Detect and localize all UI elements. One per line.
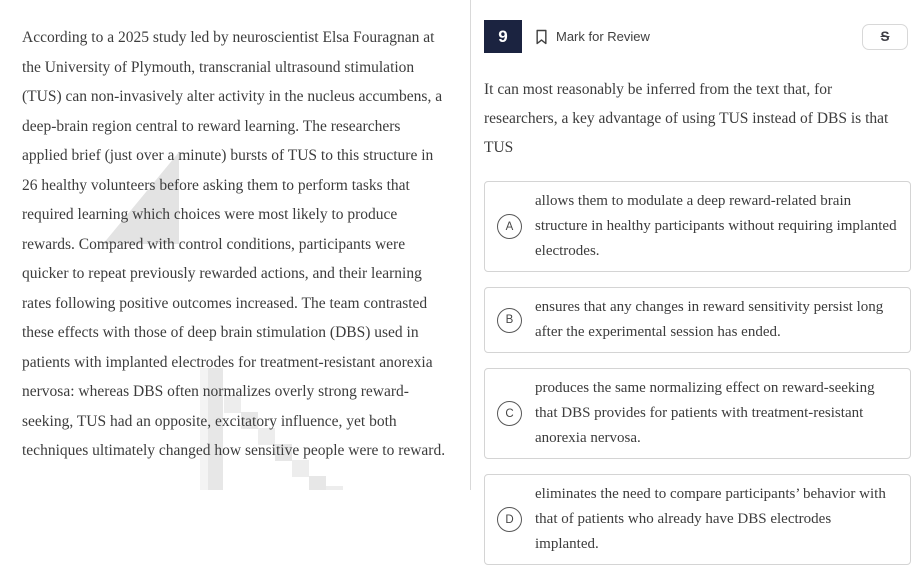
- question-number-badge: 9: [484, 20, 522, 53]
- bookmark-icon: [535, 29, 548, 45]
- question-header: [484, 20, 911, 53]
- option-text-b: ensures that any changes in reward sensitivity persist long after the experimental session has ended.: [535, 299, 884, 340]
- answer-eliminator-button[interactable]: [862, 24, 908, 50]
- answer-option-a[interactable]: [484, 181, 911, 272]
- stair-watermark: [309, 476, 326, 490]
- option-text-a: allows them to modulate a deep reward-related brain structure in healthy participants without requiring implanted electrodes.: [535, 193, 897, 259]
- answer-option-b[interactable]: [484, 287, 911, 353]
- option-letter-circle-b[interactable]: B: [497, 308, 522, 333]
- question-stem: It can most reasonably be inferred from the text that, for researchers, a key advantage of using TUS instead of DBS is that TUS: [484, 81, 889, 156]
- answer-option-c[interactable]: [484, 368, 911, 459]
- answer-option-d[interactable]: [484, 474, 911, 565]
- passage-pane: [0, 0, 470, 490]
- stair-watermark: [326, 486, 343, 490]
- mark-for-review-label: Mark for Review: [556, 29, 650, 44]
- option-text-c: produces the same normalizing effect on reward-seeking that DBS provides for patients with treatment-resistant anorexia nervosa.: [535, 380, 875, 446]
- passage-text: According to a 2025 study led by neuroscientist Elsa Fouragnan at the University of Plymouth, transcranial ultrasound stimulation (TUS) can non-invasively alter activity in the nucleus accumbens, a deep-brain region central to reward learning. The researchers applied brief (just over a minute) bursts of TUS to this structure in 26 healthy volunteers before asking them to perform tasks that required learning which choices were most likely to produce rewards. Compared with control conditions, participants were quicker to repeat previously rewarded actions, and their learning rates following positive outcomes increased. The team contrasted these effects with those of deep brain stimulation (DBS) used in patients with implanted electrodes for treatment-resistant anorexia nervosa: whereas DBS often normalizes overly strong reward-seeking, TUS had an opposite, excitatory influence, yet both techniques ultimately changed how sensitive people were to reward.: [22, 29, 446, 459]
- option-text-d: eliminates the need to compare participants’ behavior with that of patients who already have DBS electrodes implanted.: [535, 486, 886, 552]
- option-letter-circle-c[interactable]: C: [497, 401, 522, 426]
- answer-options: [484, 181, 911, 565]
- question-pane: [471, 0, 915, 552]
- option-letter-circle-d[interactable]: D: [497, 507, 522, 532]
- option-letter-circle-a[interactable]: A: [497, 214, 522, 239]
- mark-for-review-button[interactable]: [535, 29, 650, 45]
- strikethrough-s-icon: S: [880, 29, 890, 44]
